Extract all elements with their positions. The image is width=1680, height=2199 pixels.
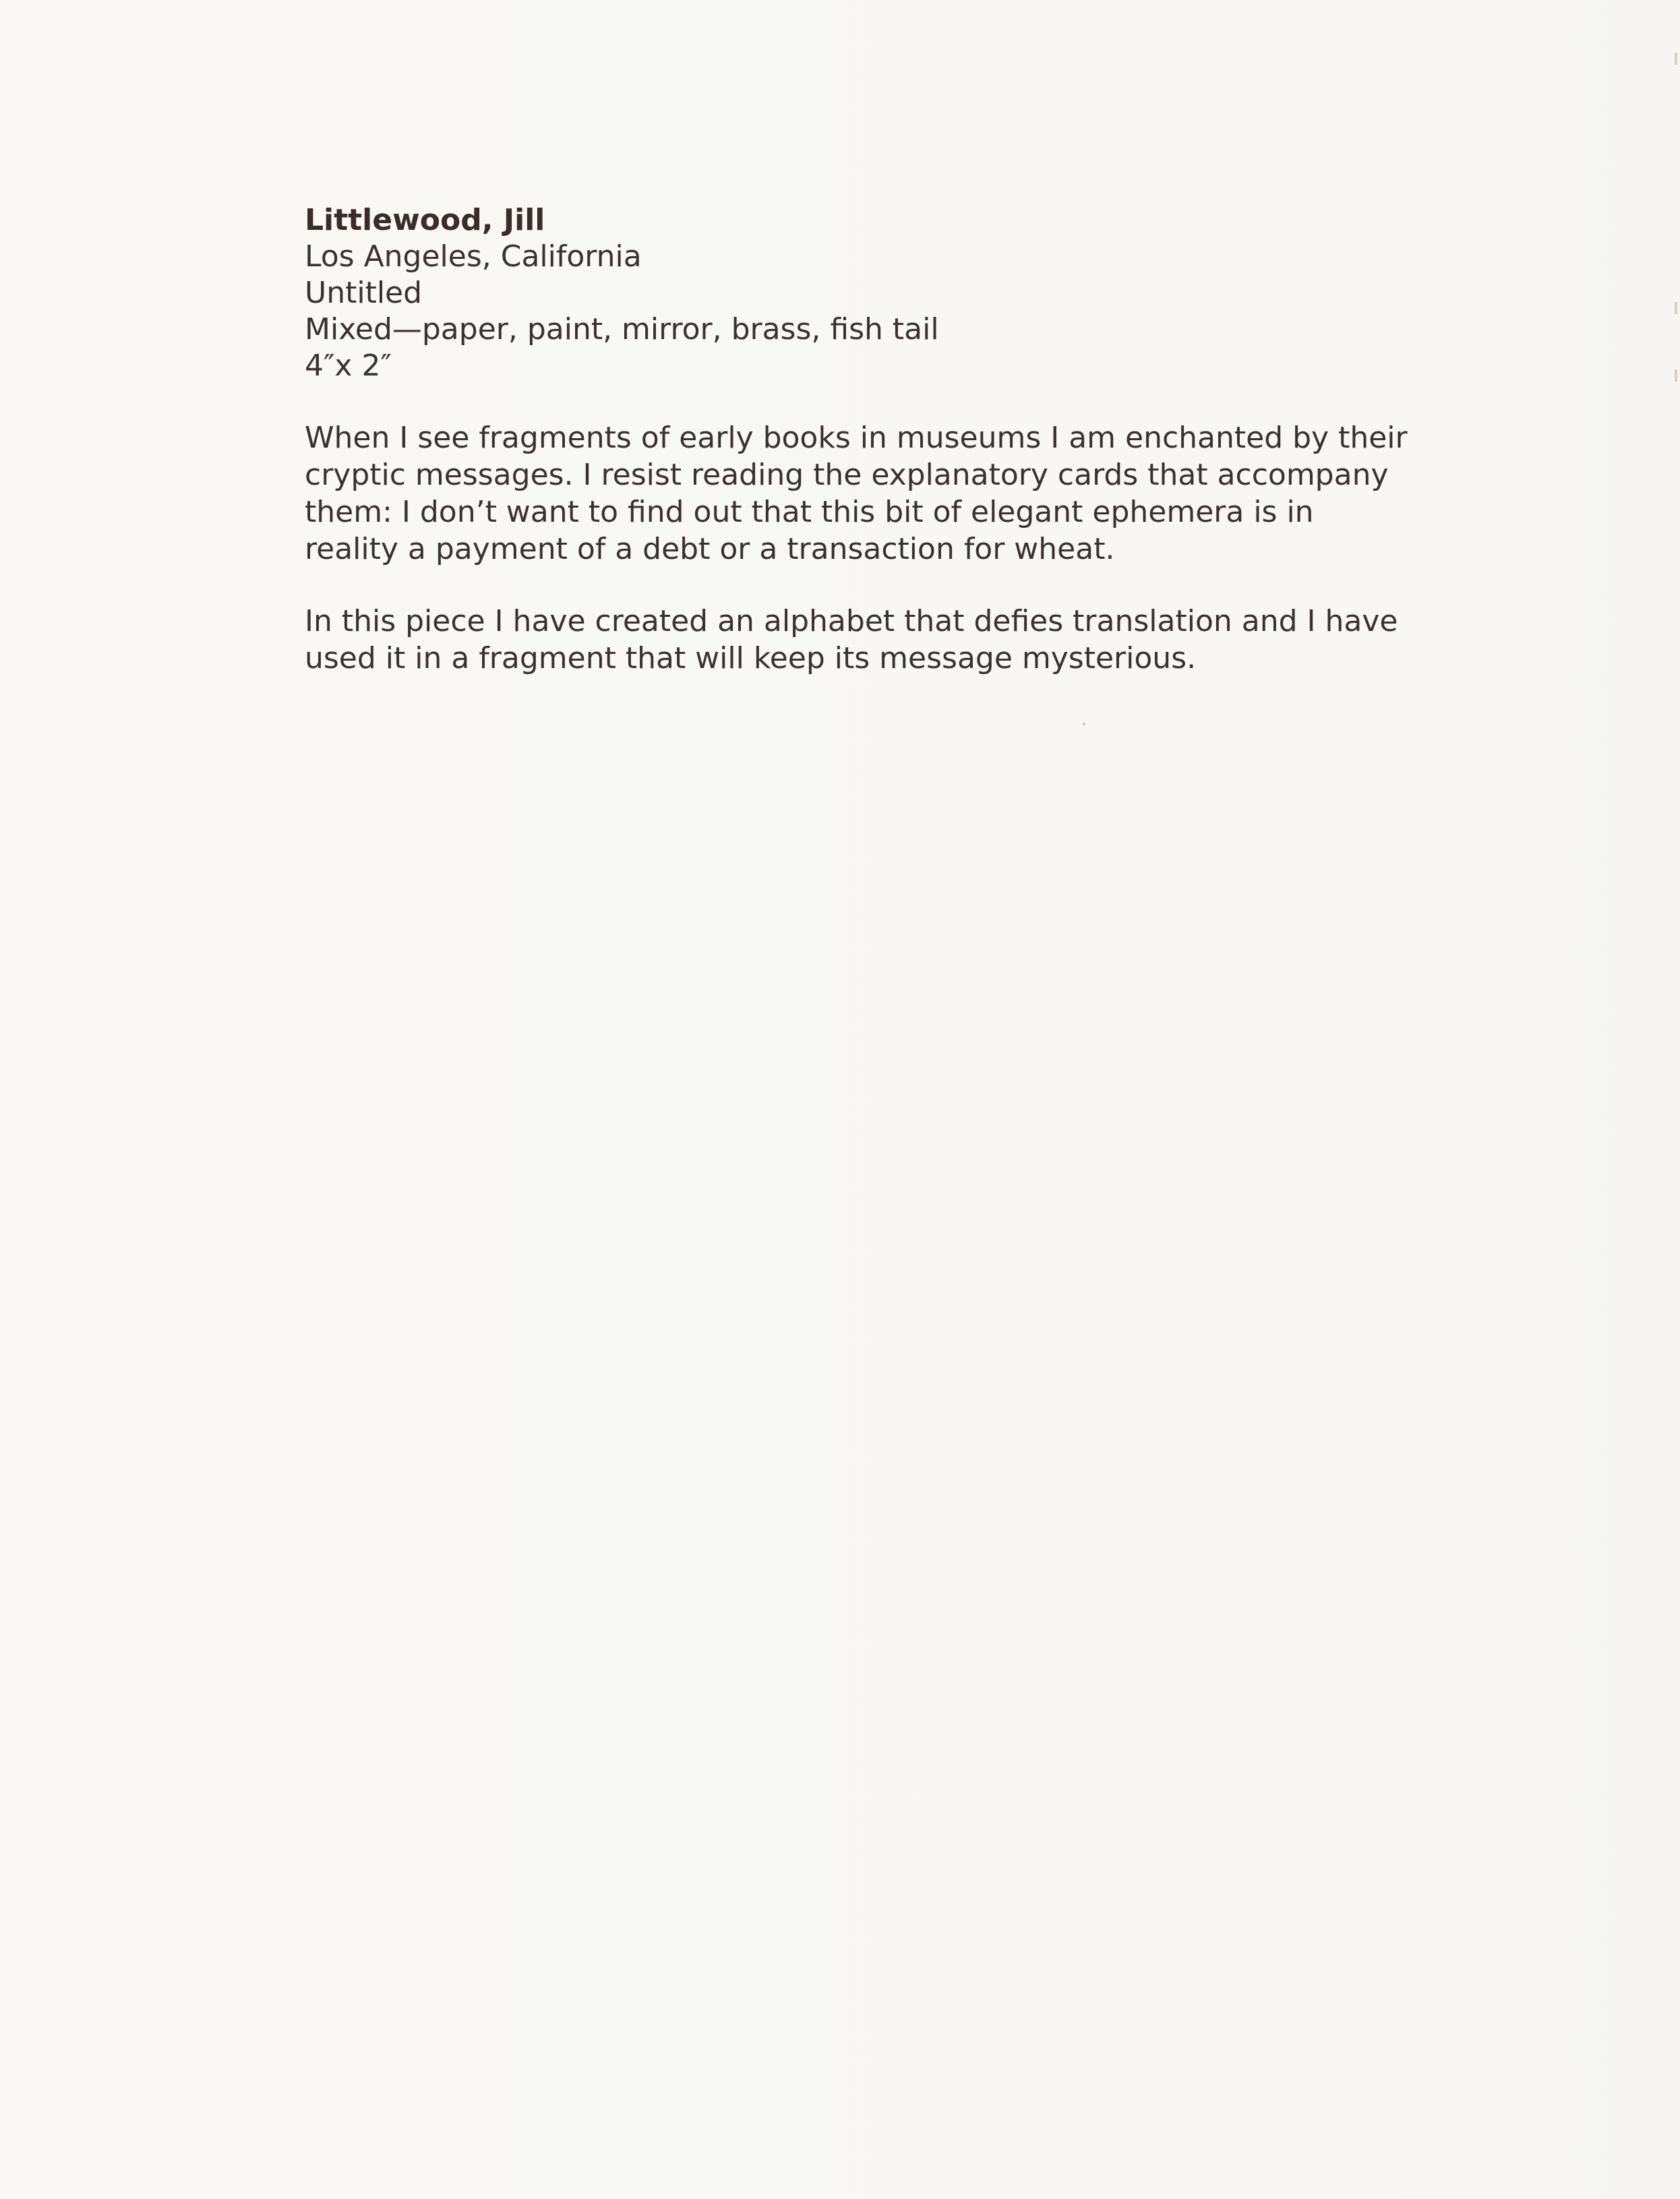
- statement-line: In this piece I have created an alphabet that defies translation and I have: [305, 604, 1398, 638]
- statement-line: used it in a fragment that will keep its message mysterious.: [305, 641, 1197, 675]
- artist-statement: [305, 419, 1408, 677]
- artwork-title: Untitled: [305, 276, 423, 310]
- statement-line: When I see fragments of early books in museums I am enchanted by their: [305, 421, 1408, 455]
- statement-line: cryptic messages. I resist reading the explanatory cards that accompany: [305, 458, 1389, 492]
- artwork-dimensions: 4″x 2″: [305, 349, 392, 383]
- artist-location: Los Angeles, California: [305, 239, 642, 274]
- paper-speck: [1083, 723, 1085, 725]
- statement-paragraph-2: [305, 603, 1398, 677]
- artwork-medium: Mixed—paper, paint, mirror, brass, fish tail: [305, 312, 939, 347]
- statement-line: reality a payment of a debt or a transaction for wheat.: [305, 532, 1115, 566]
- statement-paragraph-1: [305, 419, 1408, 568]
- paper-edge-mark: [1675, 302, 1677, 314]
- artist-name: Littlewood, Jill: [305, 203, 545, 237]
- paper-edge-mark: [1675, 369, 1677, 382]
- catalog-entry: [305, 202, 1408, 712]
- paper-edge-mark: [1675, 53, 1677, 65]
- statement-line: them: I don’t want to find out that this bit of elegant ephemera is in: [305, 495, 1314, 529]
